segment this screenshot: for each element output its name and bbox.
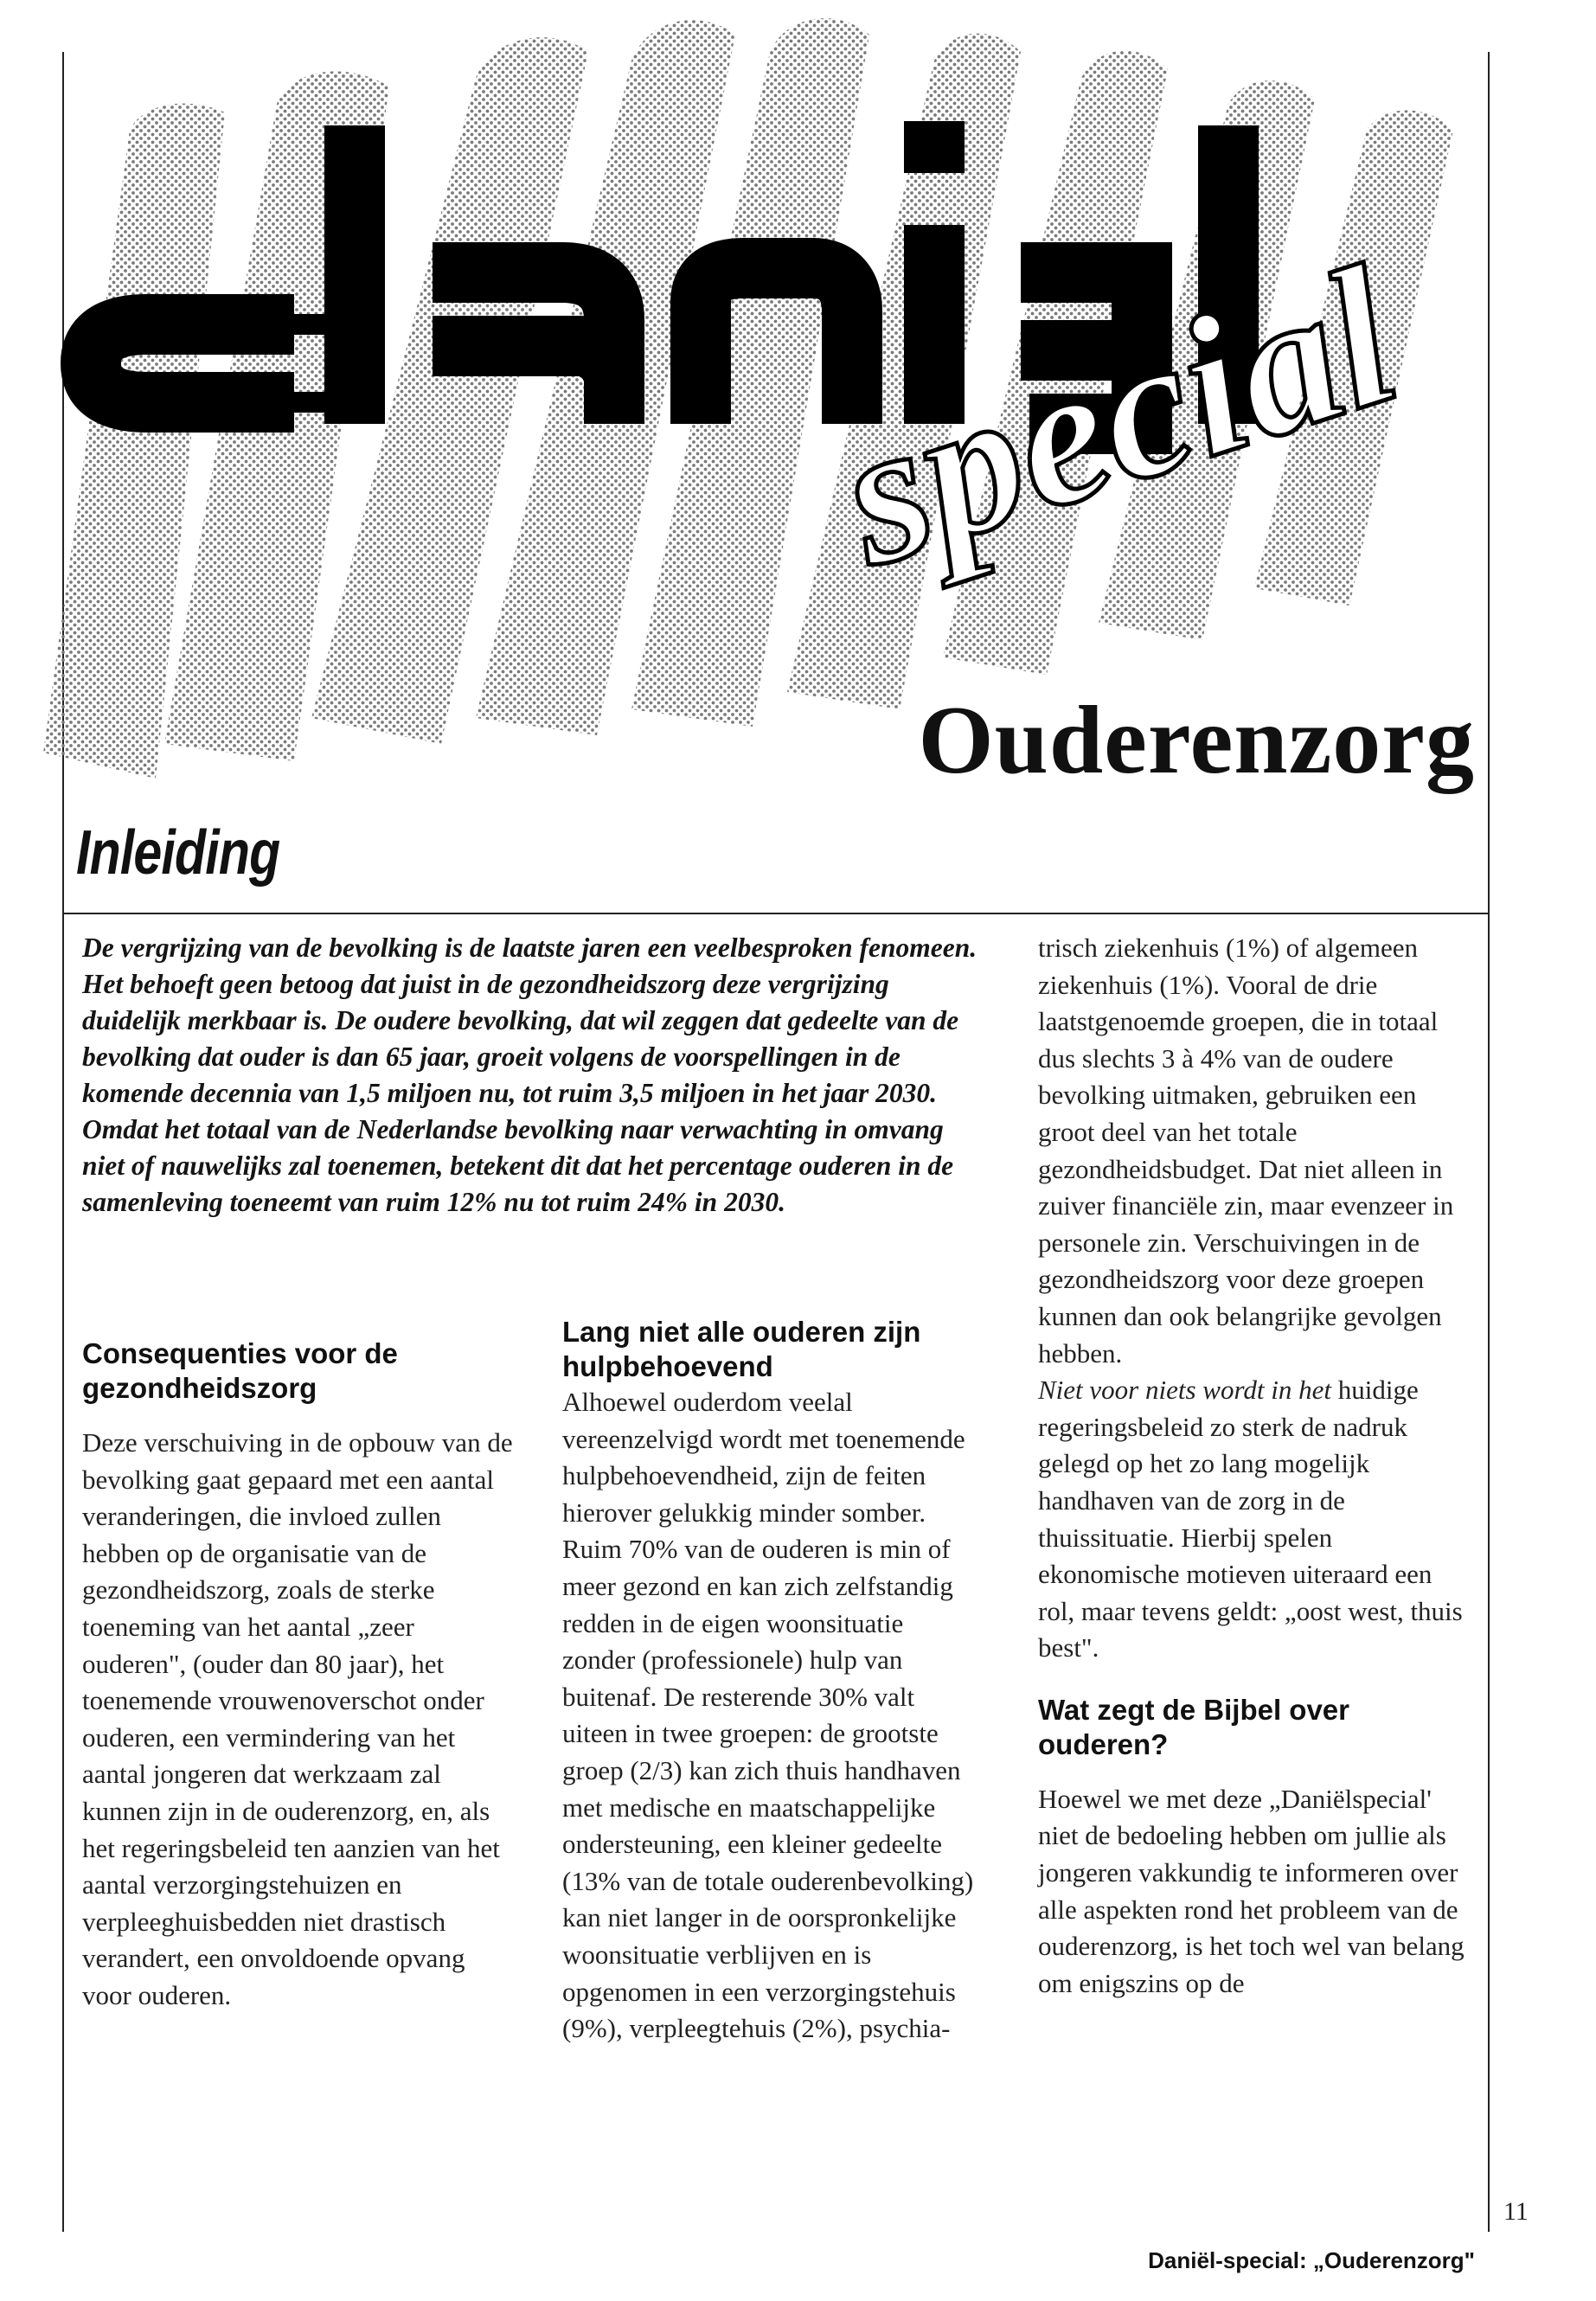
column-right-text-2-body: huidige regeringsbeleid zo sterk de nadruk gelegd op het zo lang mogelijk handhaven van de zorg in de thuissituatie. Hierbij spelen ekonomische motieven uiteraard een rol, maar tevens geldt: „oost west, thuis best". (1038, 1375, 1463, 1663)
header-divider-rule (62, 913, 1490, 914)
column-right (1038, 930, 1471, 2002)
column-right-text-3: Hoewel we met deze „Daniëlspecial' niet de bedoeling hebben om jullie als jongeren vakkundig te informeren over alle aspekten rond het probleem van de ouderenzorg, is het toch wel van belang om enigszins op de (1038, 1783, 1465, 1998)
column-left-text: Deze verschuiving in de opbouw van de bevolking gaat gepaard met een aantal veranderingen, die invloed zullen hebben op de organisatie van de gezondheidszorg, zoals de sterke toeneming van het aantal „zeer ouderen", (ouder dan 80 jaar), het toenemende vrouwenoverschot onder ouderen, een vermindering van het aantal jongeren dat werkzaam zal kunnen zijn in de ouderenzorg, en, als het regeringsbeleid ten aanzien van het aantal verzorgingstehuizen en verpleeghuisbedden niet drastisch verandert, een onvoldoende opvang voor ouderen. (82, 1427, 513, 2010)
subheading-bijbel: Wat zegt de Bijbel over ouderen? (1038, 1693, 1350, 1760)
column-right-text-2 (1038, 1372, 1471, 1667)
column-right-text-1: trisch ziekenhuis (1%) of algemeen ziekenhuis (1%). Vooral de drie laatstgenoemde groepen, die in totaal dus slechts 3 à 4% van de oudere bevolking uitmaken, gebruiken een groot deel van het totale gezondheidsbudget. Dat niet alleen in zuiver financiële zin, maar evenzeer in personele zin. Verschuivingen in de gezondheidszorg voor deze groepen kunnen dan ook belangrijke gevolgen hebben. (1038, 933, 1454, 1368)
section-heading-inleiding: Inleiding (76, 818, 280, 888)
column-left (82, 1336, 515, 2015)
running-footer: Daniël-special: „Ouderenzorg" (1148, 2247, 1475, 2273)
masthead-logo-art (26, 0, 1497, 804)
column-right-italic-phrase: Niet voor niets wordt in het (1038, 1375, 1331, 1406)
column-middle-text: Alhoewel ouderdom veelal vereenzelvigd wordt met toenemende hulpbehoevendheid, zijn de feiten hierover gelukkig minder somber. Ruim 70% van de ouderen is min of meer gezond en kan zich zelfstandig redden in de eigen woonsituatie zonder (professionele) hulp van buitenaf. De resterende 30% valt uiteen in twee groepen: de grootste groep (2/3) kan zich thuis handhaven met medische en maatschappelijke ondersteuning, een kleiner gedeelte (13% van de totale ouderenbevolking) kan niet langer in de oorspronkelijke woonsituatie verblijven en is opgenomen in een verzorgingstehuis (9%), verpleegtehuis (2%), psychia- (562, 1387, 974, 2044)
page-title: Ouderenzorg (918, 687, 1475, 794)
subheading-consequenties: Consequenties voor de gezondheidszorg (82, 1337, 398, 1404)
special-script-text: special (815, 224, 1420, 609)
intro-paragraph: De vergrijzing van de bevolking is de laatste jaren een veelbesproken fenomeen. Het behoeft geen betoog dat juist in de gezondheidszorg deze vergrijzing duidelijk merkbaar is. De oudere bevolking, dat wil zeggen dat gedeelte van de bevolking dat ouder is dan 65 jaar, groeit volgens de voorspellingen in de komende decennia van 1,5 miljoen nu, tot ruim 3,5 miljoen in het jaar 2030. Omdat het totaal van de Nederlandse bevolking naar verwachting in omvang niet of nauwelijks zal toenemen, betekent dit dat het percentage ouderen in de samenleving toeneemt van ruim 12% nu tot ruim 24% in 2030. (82, 933, 977, 1217)
page-number: 11 (1503, 2197, 1529, 2226)
subheading-hulpbehoevend: Lang niet alle ouderen zijn hulpbehoevend (562, 1316, 921, 1382)
column-middle (562, 1315, 977, 2048)
